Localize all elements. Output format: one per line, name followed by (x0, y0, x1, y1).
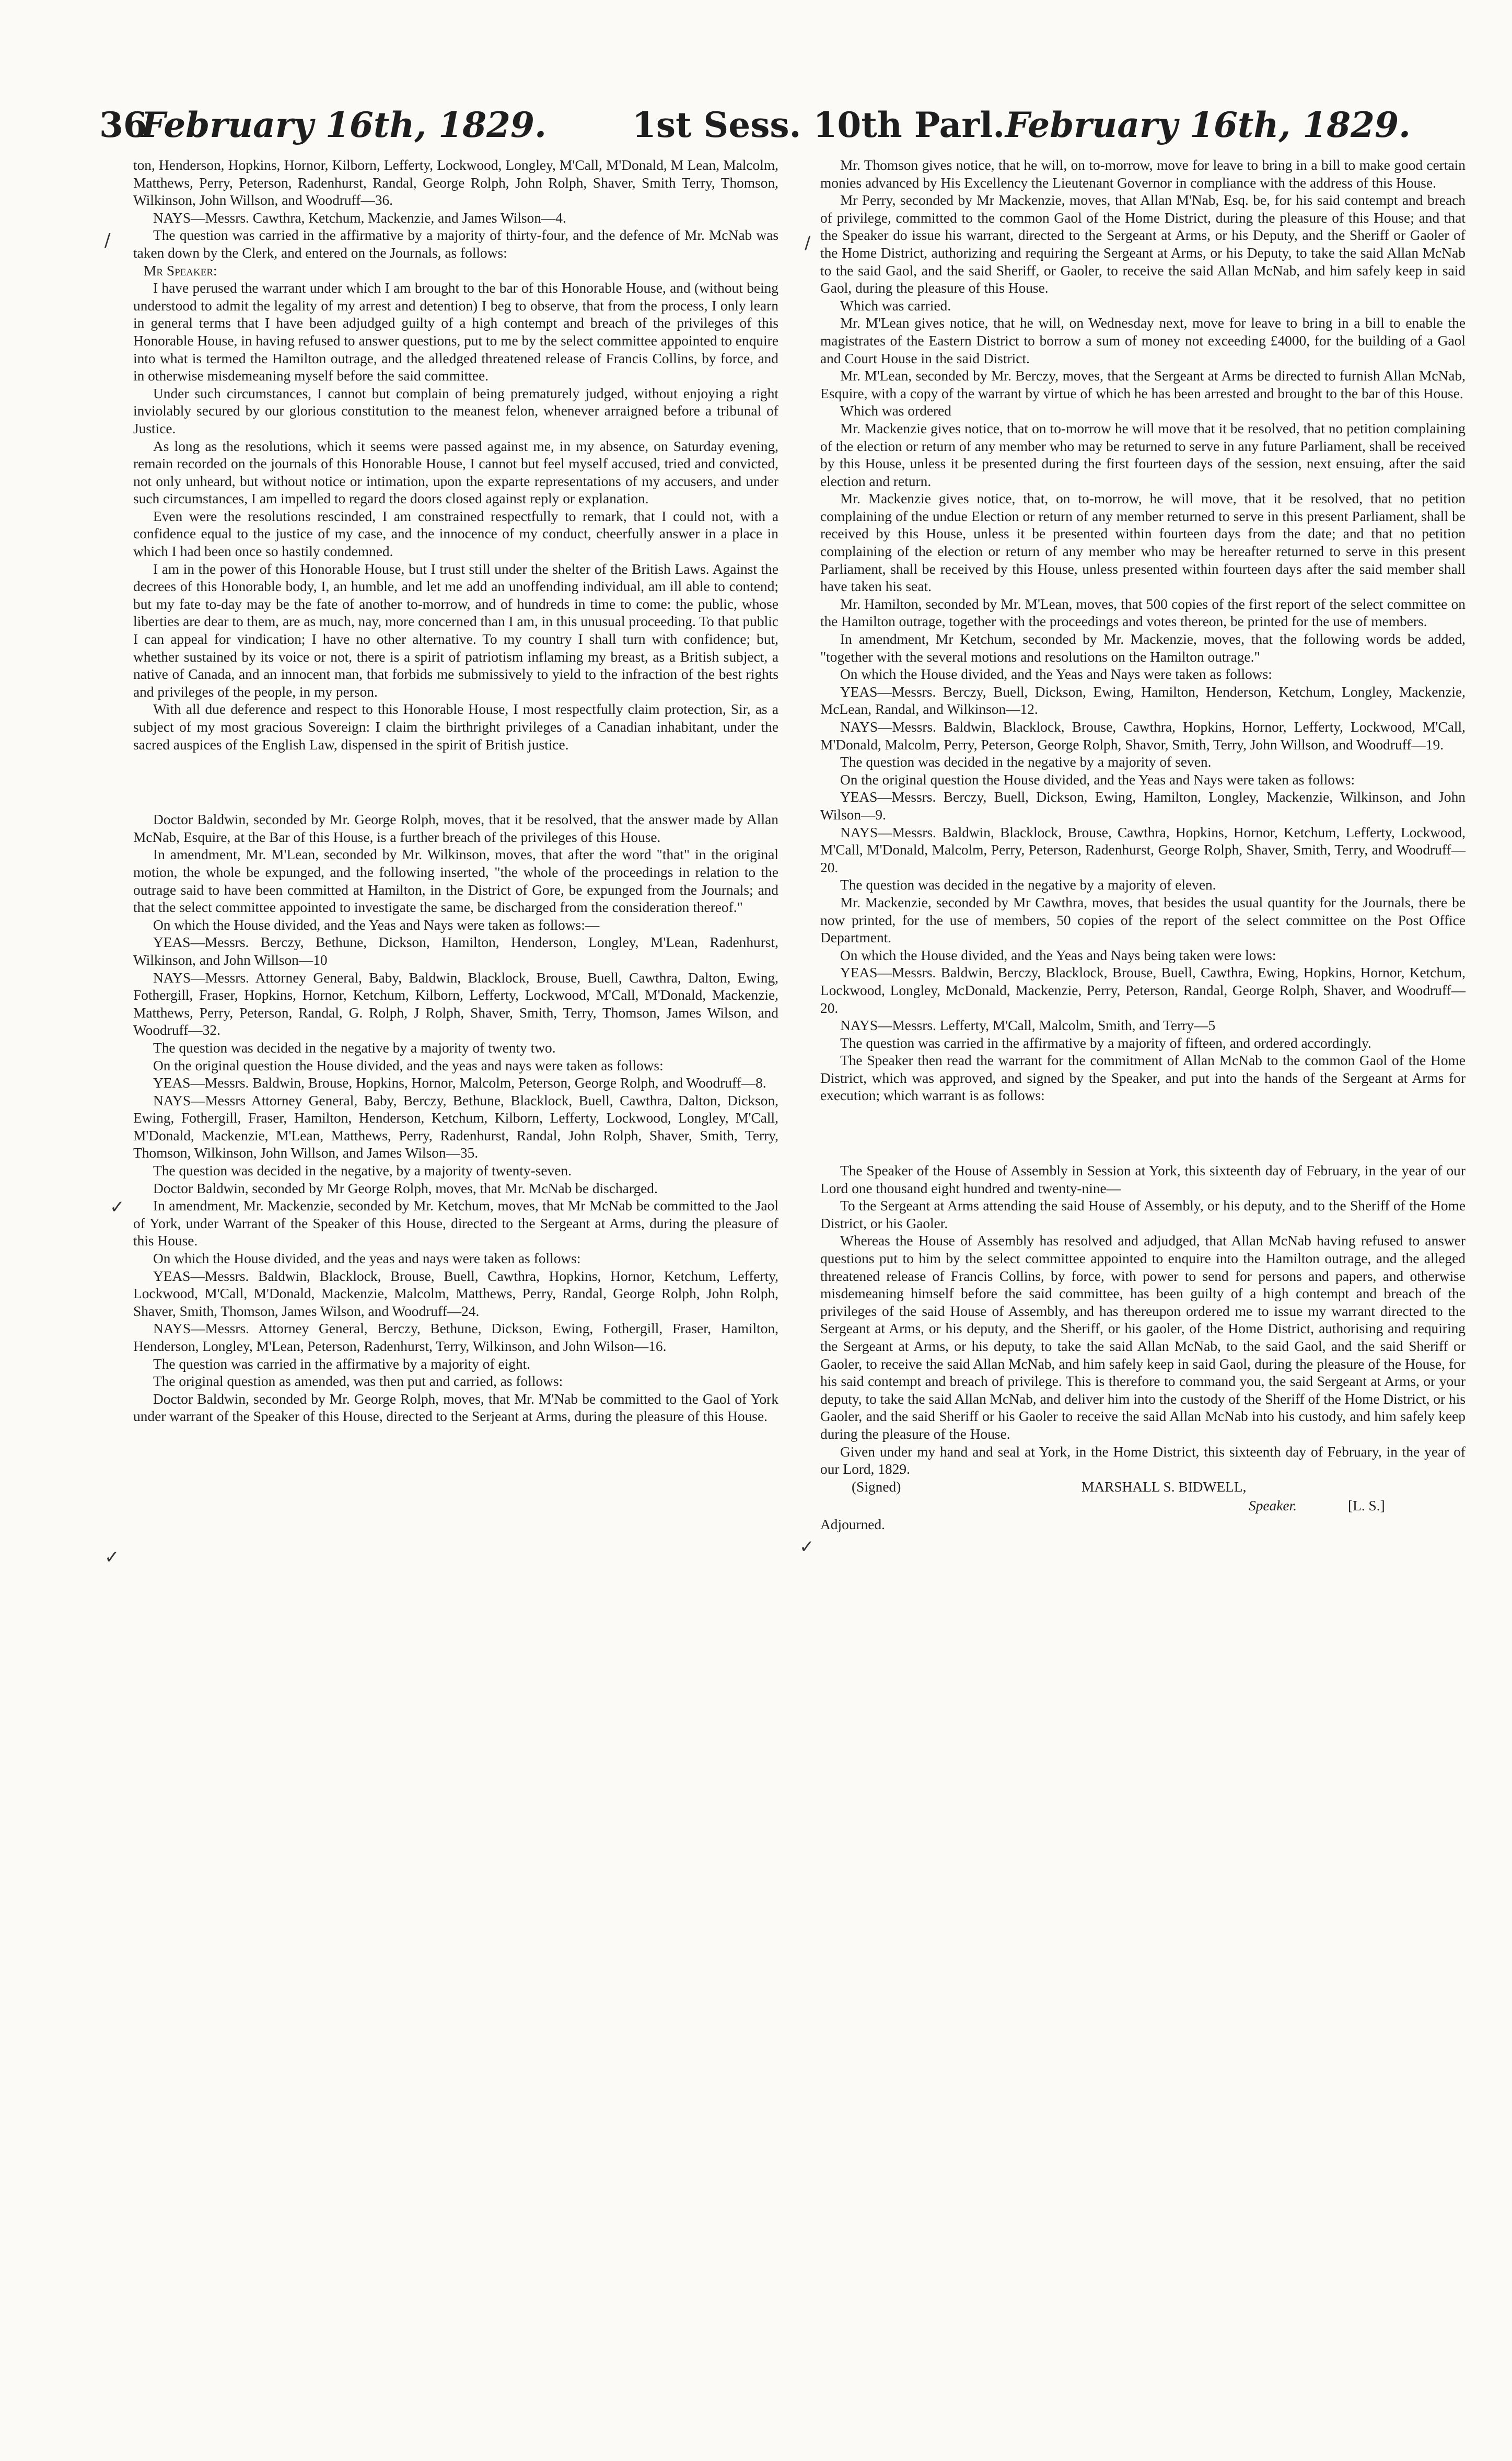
paragraph: Mr. Hamilton, seconded by Mr. M'Lean, moves, that 500 copies of the first report of the select committee on the Hamilton outrage, together with the proceedings and votes thereon, be printed for the use of members. (820, 596, 1466, 630)
paragraph: On which the House divided, and the yeas and nays were taken as follows: (153, 1251, 581, 1267)
paragraph: The question was decided in the negative by a majority of seven. (840, 754, 1212, 770)
paragraph: The Speaker then read the warrant for the commitment of Allan McNab to the common Gaol of the Home District, which was approved, and signed by the Speaker, and put into the hands of the Sergeant at Arms for execution; which warrant is as follows: (820, 1053, 1466, 1104)
paragraph: Under such circumstances, I cannot but complain of being prematurely judged, without enjoying a right inviolably secured by our glorious constitution to the meanest felon, whenever arraigned before a tribunal of Justice. (133, 385, 778, 436)
paragraph: Doctor Baldwin, seconded by Mr. George Rolph, moves, that Mr. M'Nab be committed to the Gaol of York under warrant of the Speaker of this House, directed to the Serjeant at Arms, during the pleasure of this House. (133, 1391, 778, 1425)
signature-line (820, 1478, 1466, 1497)
paragraph: Mr. Mackenzie gives notice, that, on to-morrow, he will move, that it be resolved, that no petition complaining of the undue Election or return of any member returned to serve in this present Parliament, shall be received by this House, unless it be presented within fourteen days from the date; and that no petition complaining of the election or return of any member who may be hereafter returned to serve in this present Parliament, shall be received by this House, unless presented within fourteen days after the said member shall have taken his seat. (820, 491, 1466, 595)
paragraph: Mr Perry, seconded by Mr Mackenzie, moves, that Allan M'Nab, Esq. be, for his said contempt and breach of privilege, committed to the common Gaol of the Home District, during the pleasure of this House; and that the Speaker do issue his warrant, directed to the Sergeant at Arms, or his Deputy, and the Sheriff or Gaoler of the Home District, authorizing and requiring the Sergeant at Arms, or his Deputy, to take the said Allan McNab to the said Gaol, and the said Sheriff, or Gaoler, to receive the said Allan McNab, and him safely keep in said Gaol, during the pleasure of this House. (820, 192, 1466, 296)
paragraph: YEAS—Messrs. Berczy, Bethune, Dickson, Hamilton, Henderson, Longley, M'Lean, Radenhurst, Wilkinson, and John Willson—10 (133, 934, 778, 968)
paragraph: In amendment, Mr. Mackenzie, seconded by Mr. Ketchum, moves, that Mr McNab be committed to the Jaol of York, under Warrant of the Speaker of this House, directed to the Sergeant at Arms, during the pleasure of this House. (133, 1198, 778, 1249)
paragraph: Whereas the House of Assembly has resolved and adjudged, that Allan McNab having refused to answer questions put to him by the select committee appointed to enquire into the Hamilton outrage, and the alleged threatened release of Francis Collins, by force, with power to send for persons and papers, and otherwise misdemeaning himself before the said committee, has been guilty of a high contempt and breach of the privileges of the said House of Assembly, and has thereupon ordered me to issue my warrant directed to the Sergeant at Arms, or his deputy, and the Sheriff, or his gaoler, of the Home District, authorising and requiring the Sergeant at Arms, or his deputy, to take the said Allan McNab, to the said Gaol, and the said Sheriff or Gaoler, to receive the said Allan McNab, and him safely keep in said Gaol, during the pleasure of the House, for his said contempt and breach of privilege. This is therefore to command you, the said Sergeant at Arms, or your deputy, to take the said Allan McNab, and deliver him into the custody of the Sheriff of the Home District, or his Gaoler, and the said Sheriff or his Gaoler to receive the said Allan McNab into his custody, and him safely keep during the pleasure of the House. (820, 1233, 1466, 1442)
paragraph: Doctor Baldwin, seconded by Mr George Rolph, moves, that Mr. McNab be discharged. (153, 1180, 658, 1196)
paragraph: Even were the resolutions rescinded, I am constrained respectfully to remark, that I could not, with a confidence equal to the justice of my case, and the innocence of my conduct, cheerfully answer in a place in which I had been once so hastily condemned. (133, 508, 778, 560)
margin-tick-mark: ✓ (110, 1197, 125, 1218)
paragraph: Doctor Baldwin, seconded by Mr. George Rolph, moves, that it be resolved, that the answer made by Allan McNab, Esquire, at the Bar of this House, is a further breach of the privileges of this House. (133, 812, 778, 845)
paragraph: YEAS—Messrs. Berczy, Buell, Dickson, Ewing, Hamilton, Longley, Mackenzie, Wilkinson, and John Wilson—9. (820, 789, 1466, 823)
paragraph: Mr. Thomson gives notice, that he will, on to-morrow, move for leave to bring in a bill to make good certain monies advanced by His Excellency the Lieutenant Governor in compliance with the address of this House. (820, 157, 1466, 191)
signatory-name: MARSHALL S. BIDWELL, (1081, 1478, 1247, 1495)
header-date-right: February 16th, 1829. (1005, 105, 1411, 145)
paragraph: The original question as amended, was then put and carried, as follows: (153, 1373, 563, 1390)
paragraph: NAYS—Messrs. Baldwin, Blacklock, Brouse, Cawthra, Hopkins, Hornor, Lefferty, Lockwood, M'Call, M'Donald, Malcolm, Perry, Peterson, George Rolph, Shavor, Smith, Terry, John Willson, and Woodruff—19. (820, 719, 1466, 753)
paragraph: Which was carried. (840, 297, 951, 314)
paragraph: In amendment, Mr Ketchum, seconded by Mr. Mackenzie, moves, that the following words be added, "together with the several motions and resolutions on the Hamilton outrage." (820, 631, 1466, 665)
paragraph: NAYS—Messrs. Attorney General, Baby, Baldwin, Blacklock, Brouse, Buell, Cawthra, Dalton, Ewing, Fothergill, Fraser, Hopkins, Hornor, Ketchum, Kilborn, Lefferty, Lockwood, M'Call, M'Donald, Mackenzie, Matthews, Perry, Peterson, Randal, G. Rolph, J Rolph, Shaver, Smith, Terry, Thomson, James Wilson, and Woodruff—32. (133, 969, 778, 1038)
paragraph: YEAS—Messrs. Berczy, Buell, Dickson, Ewing, Hamilton, Henderson, Ketchum, Longley, Mackenzie, McLean, Randal, and Wilkinson—12. (820, 684, 1466, 718)
paragraph: To the Sergeant at Arms attending the said House of Assembly, or his deputy, and to the Sheriff of the Home District, or his Gaoler. (820, 1198, 1466, 1231)
paragraph: Given under my hand and seal at York, in the Home District, this sixteenth day of February, in the year of our Lord, 1829. (820, 1443, 1466, 1477)
right-column (820, 157, 1466, 1533)
paragraph: I am in the power of this Honorable House, but I trust still under the shelter of the British Laws. Against the decrees of this Honorable body, I, an humble, and let me add an unoffending individual, am ill able to contend; but my fate to-day may be the fate of another to-morrow, and of hundreds in time to come: the public, whose liberties are dear to them, are as much, nay, more concerned than I am, in this unusual proceeding. To that public I can appeal for vindication; I have no other alternative. To my country I shall turn with confidence; but, whether sustained by its voice or not, there is a spirit of patriotism inflaming my breast, as a British subject, a native of Canada, and an innocent man, that forbids me submissively to yield to the infraction of the best rights and privileges of the people, in my person. (133, 561, 778, 700)
paragraph: NAYS—Messrs. Attorney General, Berczy, Bethune, Dickson, Ewing, Fothergill, Fraser, Hamilton, Henderson, Longley, M'Lean, Peterson, Radenhurst, Terry, Wilkinson, and John Wilson—16. (133, 1321, 778, 1354)
paragraph: ton, Henderson, Hopkins, Hornor, Kilborn, Lefferty, Lockwood, Longley, M'Call, M'Donald, M Lean, Malcolm, Matthews, Perry, Peterson, Radenhurst, Randal, George Rolph, John Rolph, Shaver, Smith Terry, Thomson, Wilkinson, John Willson, and Woodruff—36. (133, 157, 778, 209)
header-session: 1st Sess. 10th Parl. (632, 105, 1005, 145)
left-column (133, 157, 778, 1426)
paragraph: NAYS—Messrs. Cawthra, Ketchum, Mackenzie, and James Wilson—4. (153, 210, 566, 226)
paragraph: The Speaker of the House of Assembly in Session at York, this sixteenth day of February, in the year of our Lord one thousand eight hundred and twenty-nine— (820, 1163, 1466, 1196)
paragraph: Mr. Mackenzie gives notice, that on to-morrow he will move that it be resolved, that no petition complaining of the election or return of any member who may be returned to serve in any future Parliament, shall be received by this House, unless it be presented during the first fourteen days of the session, next ensuing, after the said election and return. (820, 420, 1466, 489)
paragraph: Which was ordered (840, 403, 951, 419)
paragraph: NAYS—Messrs. Lefferty, M'Call, Malcolm, Smith, and Terry—5 (840, 1018, 1216, 1034)
paragraph: Mr. Mackenzie, seconded by Mr Cawthra, moves, that besides the usual quantity for the Journals, there be now printed, for the use of members, 50 copies of the report of the select committee on the Post Office Department. (820, 894, 1466, 946)
page-header (99, 105, 1411, 162)
paragraph: Mr. M'Lean, seconded by Mr. Berczy, moves, that the Sergeant at Arms be directed to furnish Allan McNab, Esquire, with a copy of the warrant by virtue of which he has been arrested and brought to the bar of this House. (820, 368, 1466, 401)
header-date-left: February 16th, 1829. (141, 105, 546, 145)
paragraph: On which the House divided, and the Yeas and Nays being taken were lows: (840, 947, 1276, 963)
margin-tick-mark: / (805, 233, 811, 253)
margin-tick-mark: ✓ (104, 1547, 120, 1568)
paragraph: The question was carried in the affirmative by a majority of fifteen, and ordered accordingly. (840, 1035, 1371, 1051)
paragraph: The question was carried in the affirmative by a majority of thirty-four, and the defence of Mr. McNab was taken down by the Clerk, and entered on the Journals, as follows: (133, 227, 778, 261)
paragraph: YEAS—Messrs. Baldwin, Blacklock, Brouse, Buell, Cawthra, Hopkins, Hornor, Ketchum, Lefferty, Lockwood, M'Call, M'Donald, Mackenzie, Malcolm, Matthews, Perry, Randal, George Rolph, John Rolph, Shaver, Smith, Thomson, James Wilson, and Woodruff—24. (133, 1268, 778, 1319)
paragraph: NAYS—Messrs. Baldwin, Blacklock, Brouse, Cawthra, Hopkins, Hornor, Ketchum, Lefferty, Lockwood, M'Call, M'Donald, Malcolm, Perry, Peterson, Radenhurst, George Rolph, Shaver, Smith, Terry, and Woodruff—20. (820, 824, 1466, 875)
speaker-address: Mr Speaker: (144, 262, 217, 279)
paragraph: As long as the resolutions, which it seems were passed against me, in my absence, on Saturday evening, remain recorded on the journals of this Honorable House, I cannot but feel myself accused, tried and convicted, not only unheard, but without notice or intimation, upon the exparte representations of my accusers, and under such circumstances, I am impelled to regard the doors closed against reply or explanation. (133, 438, 778, 507)
margin-tick-mark: / (104, 230, 111, 251)
paragraph: I have perused the warrant under which I am brought to the bar of this Honorable House, and (without being understood to admit the legality of my arrest and detention) I beg to observe, that from the process, I only learn in general terms that I have been adjudged guilty of a high contempt and breach of the privileges of this Honorable House, in having refused to answer questions, put to me by the select committee appointed to enquire into what is termed the Hamilton outrage, and the alledged threatened release of Francis Collins, by force, and in otherwise misdemeaning myself before the said committee. (133, 280, 778, 384)
margin-tick-mark: ✓ (799, 1536, 815, 1557)
paragraph: YEAS—Messrs. Baldwin, Berczy, Blacklock, Brouse, Buell, Cawthra, Ewing, Hopkins, Hornor, Ketchum, Lockwood, Longley, McDonald, Mackenzie, Perry, Peterson, Randal, George Rolph, Shaver, and Woodruff—20. (820, 965, 1466, 1016)
adjourned: Adjourned. (820, 1516, 885, 1532)
paragraph: YEAS—Messrs. Baldwin, Brouse, Hopkins, Hornor, Malcolm, Peterson, George Rolph, and Woodruff—8. (153, 1075, 766, 1091)
paragraph: The question was decided in the negative by a majority of eleven. (840, 877, 1216, 893)
paragraph: The question was carried in the affirmative by a majority of eight. (153, 1356, 531, 1372)
paragraph: Mr. M'Lean gives notice, that he will, on Wednesday next, move for leave to bring in a bill to enable the magistrates of the Eastern District to borrow a sum of money not exceeding £4000, for the building of a Gaol and Court House in the said District. (820, 315, 1466, 366)
signature-title-line (820, 1497, 1466, 1516)
paragraph: On which the House divided, and the Yeas and Nays were taken as follows: (840, 666, 1272, 683)
signed-label: (Signed) (852, 1478, 901, 1495)
seal-mark: [L. S.] (1348, 1497, 1385, 1513)
paragraph: The question was decided in the negative by a majority of twenty two. (153, 1039, 556, 1056)
paragraph: On the original question the House divided, and the yeas and nays were taken as follows: (153, 1057, 664, 1073)
paragraph: On which the House divided, and the Yeas and Nays were taken as follows:— (153, 917, 600, 933)
paragraph: In amendment, Mr. M'Lean, seconded by Mr. Wilkinson, moves, that after the word "that" in the original motion, the whole be expunged, and the following inserted, "the whole of the proceedings in relation to the outrage said to have been committed at Hamilton, in the District of Gore, be expunged from the Journals; and that the select committee appointed to investigate the same, be discharged from the consideration thereof." (133, 847, 778, 916)
paragraph: NAYS—Messrs Attorney General, Baby, Berczy, Bethune, Blacklock, Buell, Cawthra, Dalton, Dickson, Ewing, Fothergill, Fraser, Hamilton, Henderson, Ketchum, Kilborn, Lefferty, Lockwood, Longley, M'Call, M'Donald, Mackenzie, M'Lean, Matthews, Perry, Radenhurst, Randal, John Rolph, Shaver, Smith, Terry, Thomson, Wilkinson, John Willson, and James Wilson—35. (133, 1092, 778, 1161)
paragraph: The question was decided in the negative, by a majority of twenty-seven. (153, 1163, 572, 1179)
paragraph: On the original question the House divided, and the Yeas and Nays were taken as follows: (840, 771, 1355, 788)
signatory-title: Speaker. (1249, 1497, 1297, 1513)
page-number: 36 (99, 105, 147, 145)
paragraph: With all due deference and respect to this Honorable House, I most respectfully claim protection, Sir, as a subject of my most gracious Sovereign: I claim the birthright privileges of a Canadian inhabitant, under the sacred auspices of the English Law, dispensed in the spirit of British justice. (133, 701, 778, 753)
